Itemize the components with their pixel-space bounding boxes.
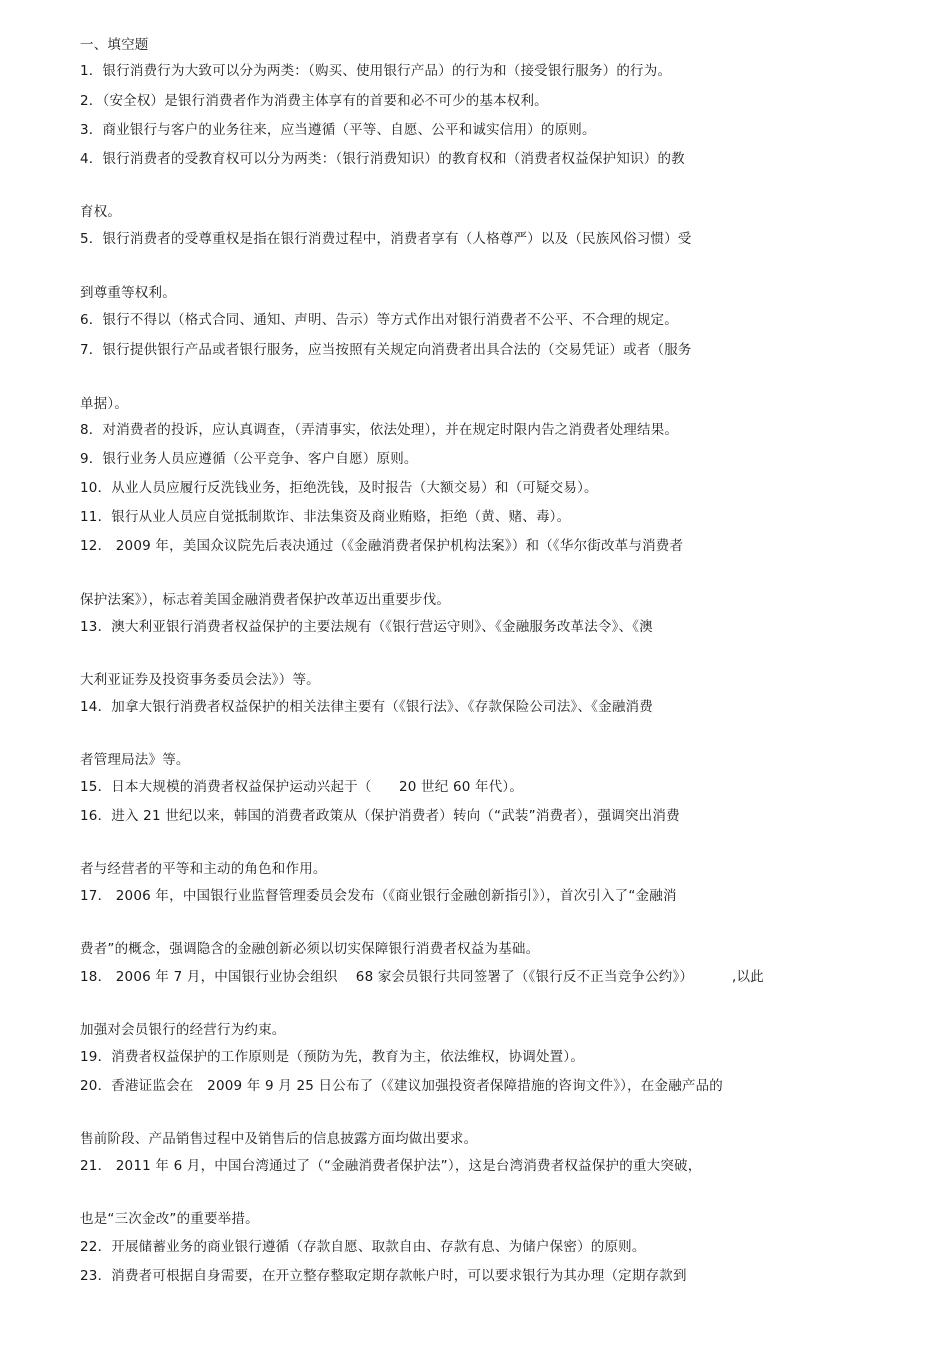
text-line: 也是“三次金改”的重要举措。 [80,1211,259,1227]
text-line: 11．银行从业人员应自觉抵制欺诈、非法集资及商业贿赂，拒绝（黄、赌、毒）。 [80,509,571,525]
text-line: 19．消费者权益保护的工作原则是（预防为先，教育为主，依法维权，协调处置）。 [80,1049,585,1065]
text-line: 者管理局法》等。 [80,752,190,768]
text-line: 7．银行提供银行产品或者银行服务，应当按照有关规定向消费者出具合法的（交易凭证）或者（服务 [80,342,692,358]
text-line: 售前阶段、产品销售过程中及销售后的信息披露方面均做出要求。 [80,1131,478,1147]
text-line: 22．开展储蓄业务的商业银行遵循（存款自愿、取款自由、存款有息、为储户保密）的原则。 [80,1239,646,1255]
text-line: 加强对会员银行的经营行为约束。 [80,1022,286,1038]
text-line: 育权。 [80,204,122,220]
text-line: 大利亚证券及投资事务委员会法》）等。 [80,672,320,688]
text-line: 18． 2006 年 7 月，中国银行业协会组织 68 家会员银行共同签署了（《银行反不正当竞争公约》） ,以此 [80,969,764,985]
text-line: 20．香港证监会在 2009 年 9 月 25 日公布了（《建议加强投资者保障措施的咨询文件》），在金融产品的 [80,1078,724,1094]
text-line: 10．从业人员应履行反洗钱业务，拒绝洗钱，及时报告（大额交易）和（可疑交易）。 [80,480,598,496]
text-line: 14．加拿大银行消费者权益保护的相关法律主要有（《银行法》、《存款保险公司法》、《金融消费 [80,699,653,715]
text-line: 5．银行消费者的受尊重权是指在银行消费过程中，消费者享有（人格尊严）以及（民族风俗习惯）受 [80,231,692,247]
text-line: 6．银行不得以（格式合同、通知、声明、告示）等方式作出对银行消费者不公平、不合理的规定。 [80,312,678,328]
text-line: 1．银行消费行为大致可以分为两类：（购买、使用银行产品）的行为和（接受银行服务）的行为。 [80,63,672,79]
text-line: 单据）。 [80,396,129,412]
text-line: 8．对消费者的投诉，应认真调查，（弄清事实，依法处理），并在规定时限内告之消费者处理结果。 [80,422,679,438]
text-line: 费者”的概念，强调隐含的金融创新必须以切实保障银行消费者权益为基础。 [80,941,540,957]
text-line: 4．银行消费者的受教育权可以分为两类：（银行消费知识）的教育权和（消费者权益保护知识）的教 [80,151,685,167]
text-line: 3．商业银行与客户的业务往来，应当遵循（平等、自愿、公平和诚实信用）的原则。 [80,122,596,138]
text-line: 到尊重等权利。 [80,285,176,301]
text-line: 9．银行业务人员应遵循（公平竞争、客户自愿）原则。 [80,451,418,467]
text-line: 13．澳大利亚银行消费者权益保护的主要法规有（《银行营运守则》、《金融服务改革法令》、《澳 [80,619,653,635]
text-line: 21． 2011 年 6 月，中国台湾通过了（“金融消费者保护法”），这是台湾消费者权益保护的重大突破， [80,1158,702,1174]
text-line: 者与经营者的平等和主动的角色和作用。 [80,861,327,877]
text-line: 23．消费者可根据自身需要，在开立整存整取定期存款帐户时，可以要求银行为其办理（定期存款到 [80,1268,687,1284]
text-line: 2．（安全权）是银行消费者作为消费主体享有的首要和必不可少的基本权利。 [80,93,548,109]
text-line: 保护法案》），标志着美国金融消费者保护改革迈出重要步伐。 [80,592,451,608]
text-line: 17． 2006 年，中国银行业监督管理委员会发布（《商业银行金融创新指引》），首次引入了“金融消 [80,888,677,904]
text-line: 16．进入 21 世纪以来，韩国的消费者政策从（保护消费者）转向（“武装”消费者），强调突出消费 [80,808,680,824]
text-line: 12． 2009 年，美国众议院先后表决通过（《金融消费者保护机构法案》）和（《华尔街改革与消费者 [80,538,684,554]
text-line: 15．日本大规模的消费者权益保护运动兴起于（ 20 世纪 60 年代）。 [80,779,524,795]
section-title: 一、填空题 [80,37,149,53]
